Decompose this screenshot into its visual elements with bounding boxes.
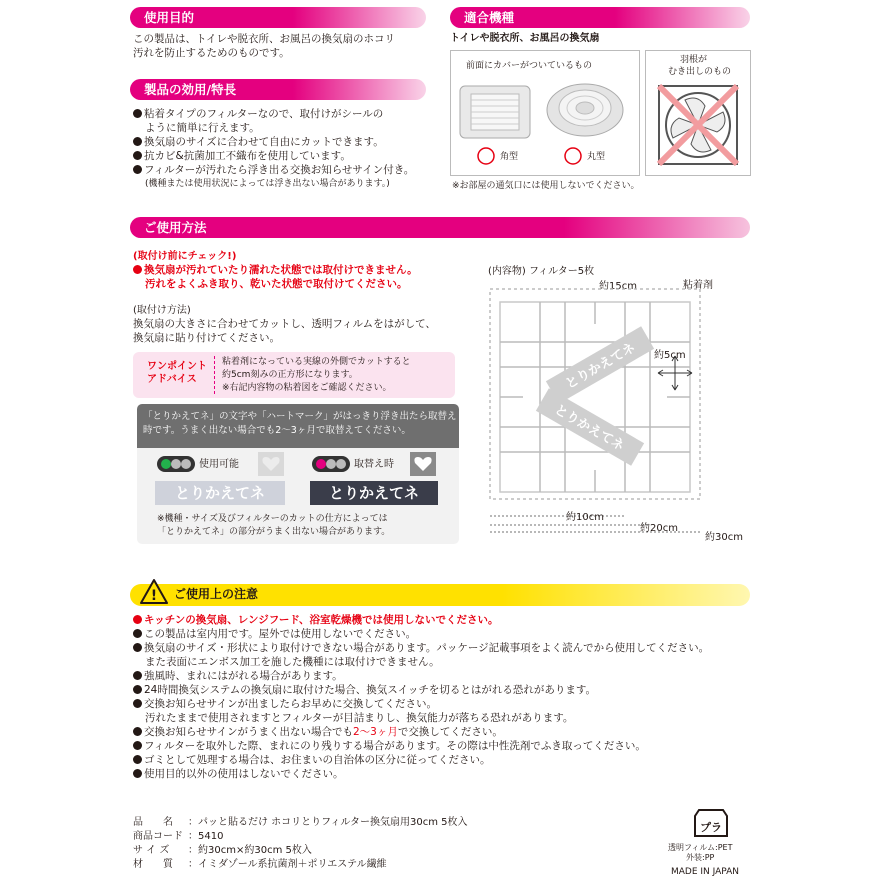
advice-line-1: 粘着剤になっている実線の外側でカットすると bbox=[222, 357, 411, 367]
replace-indicator-icon bbox=[311, 455, 351, 473]
ok-circle-icon bbox=[475, 145, 497, 167]
dim-10: 約10cm bbox=[566, 512, 604, 523]
caution-line-3: 換気扇のサイズ・形状により取付けできない場合があります。パッケージ記載事項をよく読んでから使用してください。 bbox=[133, 642, 709, 655]
caution-line-5: 強風時、まれにはがれる場合があります。 bbox=[133, 670, 343, 683]
usage-header: ご使用方法 bbox=[130, 217, 750, 238]
dim-20: 約20cm bbox=[640, 523, 678, 534]
caution-line-1: キッチンの換気扇、レンジフード、浴室乾燥機では使用しないでください。 bbox=[133, 614, 498, 627]
effect-header: 製品の効用/特長 bbox=[130, 79, 426, 100]
spec-row: 品 名 ：パッと貼るだけ ホコリとりフィルター換気扇用30cm 5枚入 bbox=[133, 817, 468, 828]
watermark-text-2: とりかえてネ bbox=[551, 402, 627, 455]
bullet-icon bbox=[133, 151, 142, 160]
spec-row: 材 質 ：イミダゾール系抗菌剤＋ポリエステル繊維 bbox=[133, 859, 387, 870]
exposed-fan-prohibited-icon bbox=[655, 82, 741, 168]
bullet-icon bbox=[133, 109, 142, 118]
method-line-1: 換気扇の大きさに合わせてカットし、透明フィルムをはがして、 bbox=[133, 318, 436, 330]
faint-heart-icon bbox=[258, 452, 284, 476]
sign-note-1: ※機種・サイズ及びフィルターのカットの仕方によっては bbox=[157, 514, 388, 524]
exposed-label-2: むき出しのもの bbox=[668, 67, 732, 77]
caution-line-7: 交換お知らせサインが出ましたらお早めに交換してください。 bbox=[133, 698, 437, 711]
svg-text:プラ: プラ bbox=[700, 821, 722, 834]
plastic-recycle-icon bbox=[693, 806, 729, 840]
check-title: (取付け前にチェック!) bbox=[133, 251, 237, 262]
effect-line-4: 抗カビ&抗菌加工不織布を使用しています。 bbox=[133, 150, 351, 163]
caution-line-10: フィルターを取外した際、まれにのり残りする場合があります。その際は中性洗剤でふき取ってください。 bbox=[133, 740, 646, 753]
heart-icon bbox=[410, 452, 436, 476]
models-subtitle: トイレや脱衣所、お風呂の換気扇 bbox=[450, 33, 600, 44]
effect-line-1: 粘着タイプのフィルターなので、取付けがシールの bbox=[133, 108, 383, 121]
purpose-line-1: この製品は、トイレや脱衣所、お風呂の換気扇のホコリ bbox=[133, 33, 395, 45]
dimension-markers bbox=[658, 356, 692, 390]
square-type-label: 角型 bbox=[500, 152, 519, 162]
film-material: 透明フィルム:PET bbox=[668, 843, 733, 852]
bullet-icon bbox=[133, 741, 142, 750]
spec-row: サ イ ズ ：約30cm×約30cm 5枚入 bbox=[133, 845, 312, 856]
advice-label-2: アドバイス bbox=[147, 374, 197, 385]
sign-line-2: 時です。うまく出ない場合でも2〜3ヶ月で取替えてください。 bbox=[143, 425, 411, 436]
visible-sign-text: とりかえてネ bbox=[310, 481, 438, 505]
bullet-icon bbox=[133, 727, 142, 736]
bullet-icon bbox=[133, 755, 142, 764]
faint-sign-text: とりかえてネ bbox=[155, 481, 285, 505]
advice-label-1: ワンポイント bbox=[147, 361, 207, 372]
svg-text:!: ! bbox=[150, 588, 158, 604]
advice-line-3: ※右記内容物の粘着図をご確認ください。 bbox=[222, 383, 392, 393]
warning-icon bbox=[140, 578, 168, 606]
ok-label: 使用可能 bbox=[199, 459, 239, 470]
ok-indicator-icon bbox=[156, 455, 196, 473]
sign-note-2: 「とりかえてネ」の部分がうまく出ない場合があります。 bbox=[157, 527, 391, 537]
adhesive-label: 粘着剤 bbox=[683, 280, 713, 291]
models-header: 適合機種 bbox=[450, 7, 750, 28]
spec-row: 商品コード ：5410 bbox=[133, 831, 224, 842]
models-note: ※お部屋の通気口には使用しないでください。 bbox=[452, 181, 640, 191]
caution-line-12: 使用目的以外の使用はしないでください。 bbox=[133, 768, 344, 781]
fan-cover-illustration bbox=[455, 80, 635, 145]
caution-line-6: 24時間換気システムの換気扇に取付けた場合、換気スイッチを切るとはがれる恐れがあります。 bbox=[133, 684, 596, 697]
advice-line-2: 約5cm刻みの正方形になります。 bbox=[222, 370, 358, 380]
bullet-icon bbox=[133, 265, 142, 274]
bullet-icon bbox=[133, 629, 142, 638]
caution-line-11: ゴミとして処理する場合は、お住まいの自治体の区分に従ってください。 bbox=[133, 754, 491, 767]
effect-line-2: ように簡単に行えます。 bbox=[145, 122, 260, 134]
check-line-1: 換気扇が汚れていたり濡れた状態では取付けできません。 bbox=[133, 264, 418, 277]
purpose-header: 使用目的 bbox=[130, 7, 426, 28]
round-fan-icon bbox=[547, 84, 623, 136]
caution-line-8: 汚れたままで使用されますとフィルターが目詰まりし、換気能力が落ちる恐れがあります。 bbox=[145, 712, 574, 724]
covered-label: 前面にカバーがついているもの bbox=[466, 61, 593, 71]
exposed-label-1: 羽根が bbox=[680, 55, 708, 65]
purpose-line-2: 汚れを防止するためのものです。 bbox=[133, 47, 290, 59]
outer-material: 外装:PP bbox=[686, 853, 715, 862]
bullet-icon bbox=[133, 685, 142, 694]
watermark-text-1: とりかえてネ bbox=[563, 340, 639, 393]
effect-line-3: 換気扇のサイズに合わせて自由にカットできます。 bbox=[133, 136, 384, 149]
bullet-icon bbox=[133, 165, 142, 174]
method-title: (取付け方法) bbox=[133, 305, 191, 316]
advice-divider bbox=[214, 356, 216, 394]
bullet-icon bbox=[133, 137, 142, 146]
adhesive-diagram bbox=[485, 284, 715, 534]
bullet-icon bbox=[133, 671, 142, 680]
made-in: MADE IN JAPAN bbox=[671, 867, 740, 877]
round-type-label: 丸型 bbox=[587, 152, 606, 162]
square-fan-icon bbox=[460, 86, 530, 138]
effect-line-6: (機種または使用状況によっては浮き出ない場合があります。) bbox=[145, 179, 390, 189]
caution-line-2: この製品は室内用です。屋外では使用しないでください。 bbox=[133, 628, 416, 641]
caution-line-4: また表面にエンボス加工を施した機種には取付けできません。 bbox=[145, 656, 440, 668]
caution-title: ご使用上の注意 bbox=[174, 587, 259, 601]
dim-30: 約30cm bbox=[705, 532, 743, 543]
replace-label: 取替え時 bbox=[354, 459, 394, 470]
contents-label: (内容物) フィルター5枚 bbox=[488, 266, 595, 277]
ok-circle-icon bbox=[562, 145, 584, 167]
effect-line-5: フィルターが汚れたら浮き出る交換お知らせサイン付き。 bbox=[133, 164, 414, 177]
bullet-icon bbox=[133, 769, 142, 778]
bullet-icon bbox=[133, 699, 142, 708]
sign-line-1: 「とりかえてネ」の文字や「ハートマーク」がはっきり浮き出たら取替え bbox=[143, 411, 457, 422]
dim-15: 約15cm bbox=[599, 281, 637, 292]
method-line-2: 換気扇に貼り付けてください。 bbox=[133, 332, 280, 344]
bullet-icon bbox=[133, 615, 142, 624]
dim-5: 約5cm bbox=[654, 350, 686, 361]
check-line-2: 汚れをよくふき取り、乾いた状態で取付けてください。 bbox=[145, 278, 408, 290]
caution-line-9: 交換お知らせサインがうまく出ない場合でも2〜3ヶ月で交換してください。 bbox=[133, 726, 503, 739]
bullet-icon bbox=[133, 643, 142, 652]
diagram-watermark bbox=[536, 326, 654, 466]
